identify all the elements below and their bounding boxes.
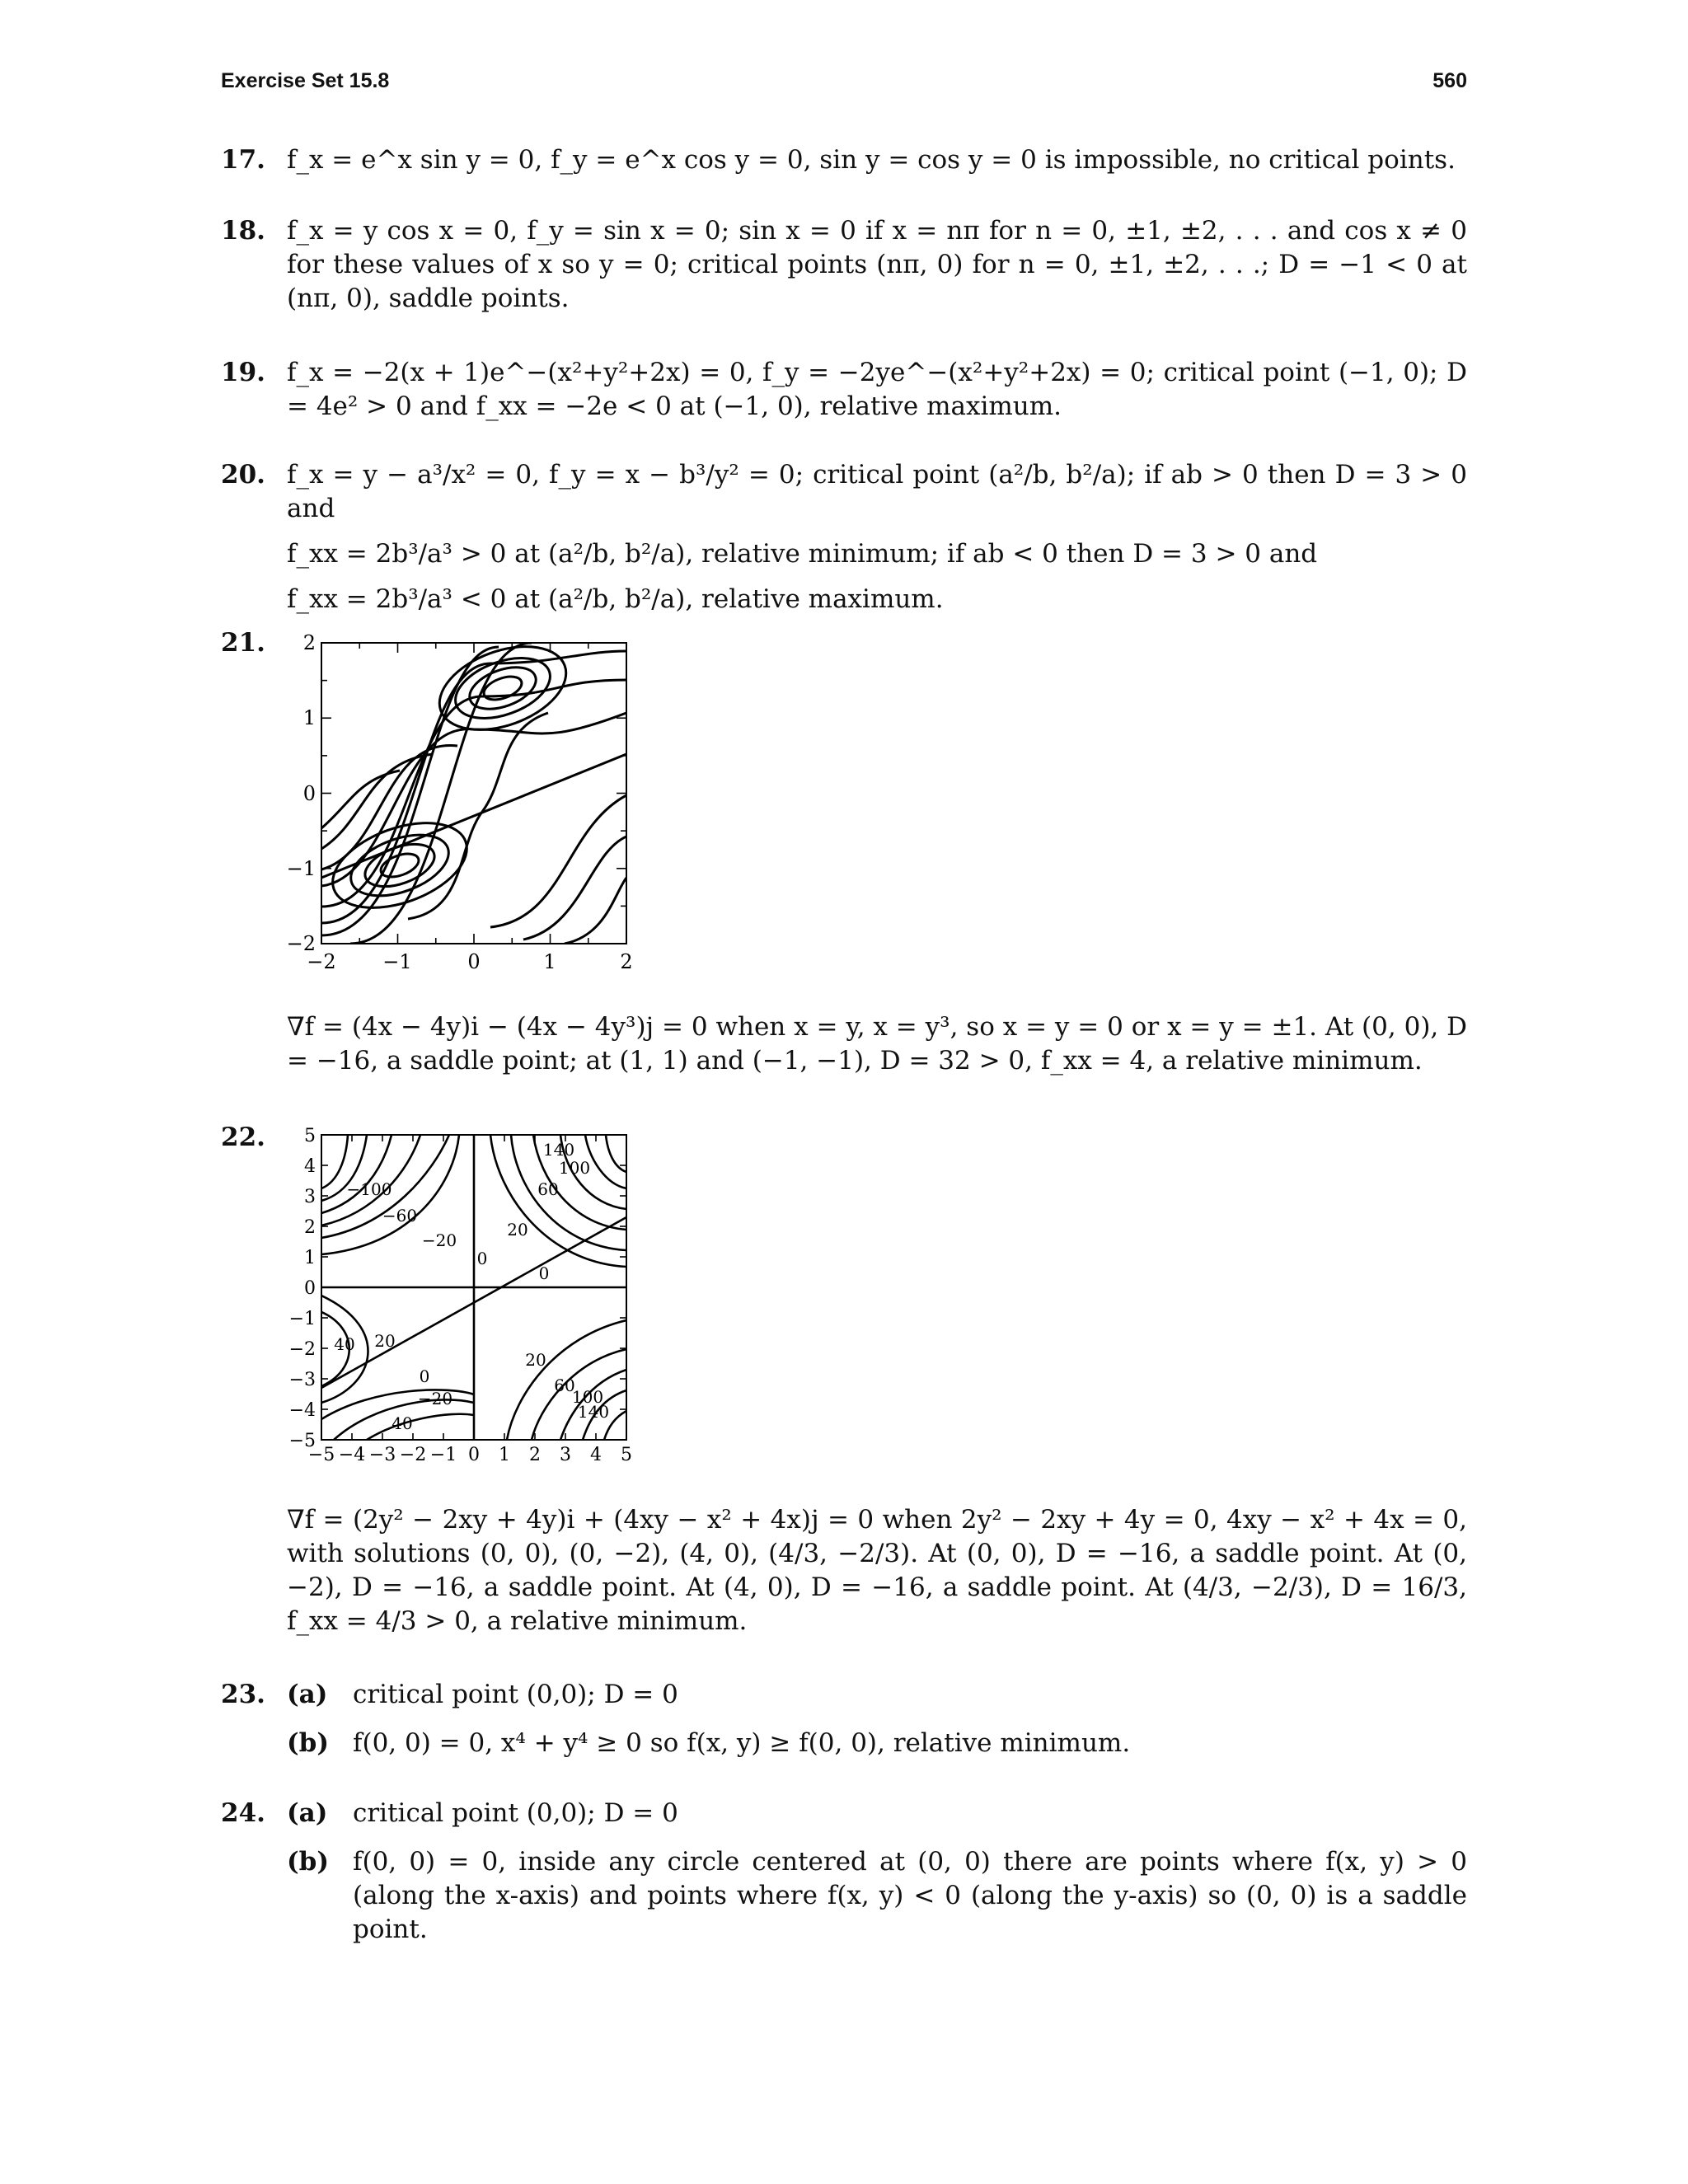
contour-line	[321, 1135, 392, 1213]
page-number: 560	[1432, 69, 1467, 92]
part-text: f(0, 0) = 0, x⁴ + y⁴ ≥ 0 so f(x, y) ≥ f(0, 0), relative minimum.	[353, 1728, 1131, 1758]
y-tick-label: 4	[304, 1156, 316, 1177]
x-tick-label: −1	[382, 950, 412, 973]
contour-label: 40	[392, 1413, 413, 1433]
x-tick-label: 5	[621, 1445, 632, 1465]
solution-text: f_x = −2(x + 1)e^−(x²+y²+2x) = 0, f_y = −2ye^−(x²+y²+2x) = 0; critical point (−1, 0); D = 4e² > 0 and f_xx = −2e < 0 at (−1, 0), relative maximum.	[287, 358, 1467, 421]
problem-23	[221, 1678, 1467, 1772]
y-tick-labels	[287, 631, 316, 955]
solution-text: f_x = e^x sin y = 0, f_y = e^x cos y = 0, sin y = cos y = 0 is impossible, no critical points.	[287, 145, 1456, 175]
x-tick-label: −1	[429, 1445, 457, 1465]
problem-number: 17.	[221, 145, 265, 175]
contour-loop	[481, 673, 524, 705]
problem-24	[221, 1797, 1467, 1958]
y-tick-label: 0	[304, 1278, 316, 1299]
y-tick-label: −1	[286, 857, 316, 880]
y-tick-label: −4	[288, 1400, 316, 1421]
contour-label: 140	[577, 1402, 610, 1422]
problem-18	[221, 214, 1467, 316]
problem-17	[221, 143, 1467, 177]
contour-label: 40	[334, 1334, 355, 1354]
x-tick-label: −4	[338, 1445, 366, 1465]
y-tick-label: 0	[302, 782, 316, 805]
y-tick-label: 2	[302, 631, 316, 654]
contour-line	[565, 878, 626, 944]
problem-number: 21.	[221, 628, 265, 658]
contour-label: 100	[571, 1387, 604, 1407]
y-tick-labels	[289, 1126, 316, 1451]
contour-label: −20	[421, 1230, 457, 1250]
problem-20	[221, 458, 1467, 628]
part-a	[287, 1678, 1467, 1712]
x-tick-labels	[308, 1445, 632, 1465]
problem-22-solution	[221, 1503, 1467, 1638]
part-text: f(0, 0) = 0, inside any circle centered at (0, 0) there are points where f(x, y) > 0 (along the x-axis) and points where f(x, y) < 0 (along the y-axis) so (0, 0) is a saddle point.	[353, 1847, 1467, 1944]
part-label: (b)	[287, 1728, 330, 1758]
contour-label: 0	[419, 1366, 430, 1386]
contour-plot-22-svg	[284, 1122, 647, 1477]
x-tick-label: 3	[560, 1445, 571, 1465]
y-tick-label: −5	[288, 1431, 316, 1451]
contour-plot-21	[284, 630, 647, 985]
contour-lines	[321, 630, 626, 944]
problem-number: 20.	[221, 460, 265, 490]
solution-line: f_xx = 2b³/a³ > 0 at (a²/b, b²/a), relative minimum; if ab < 0 then D = 3 > 0 and	[287, 539, 1318, 569]
y-tick-label: −3	[288, 1370, 316, 1390]
part-text: critical point (0,0); D = 0	[353, 1798, 678, 1828]
contour-label: 20	[525, 1350, 546, 1370]
x-tick-label: 4	[590, 1445, 602, 1465]
contour-line	[490, 795, 626, 927]
contour-label: 0	[476, 1249, 488, 1268]
x-tick-label: −3	[368, 1445, 396, 1465]
x-tick-label: 0	[468, 1445, 480, 1465]
problem-19	[221, 356, 1467, 424]
contour-label: −100	[346, 1179, 392, 1199]
contour-label: 60	[537, 1179, 559, 1199]
x-tick-label: 0	[467, 950, 481, 973]
x-tick-label: −2	[307, 950, 336, 973]
problem-number: 19.	[221, 358, 265, 387]
contour-plot-22	[284, 1122, 647, 1477]
solution-text: ∇f = (4x − 4y)i − (4x − 4y³)j = 0 when x = y, x = y³, so x = y = 0 or x = y = ±1. At (0, 0), D = −16, a saddle point; at (1, 1) and (−1, −1), D = 32 > 0, f_xx = 4, a relative minimum.	[287, 1012, 1467, 1076]
part-b	[287, 1845, 1467, 1947]
section-title: Exercise Set 15.8	[221, 69, 390, 92]
contour-plot-21-svg	[284, 630, 647, 985]
x-tick-label: 2	[529, 1445, 541, 1465]
x-tick-label: 1	[499, 1445, 510, 1465]
y-tick-label: −2	[286, 932, 316, 955]
solution-line: f_xx = 2b³/a³ < 0 at (a²/b, b²/a), relative maximum.	[287, 584, 944, 614]
solution-line: f_x = y − a³/x² = 0, f_y = x − b³/y² = 0; critical point (a²/b, b²/a); if ab > 0 then D = 3 > 0 and	[287, 460, 1467, 523]
contour-label: 20	[507, 1220, 528, 1240]
contour-line	[585, 1135, 626, 1188]
y-tick-label: 5	[304, 1126, 316, 1146]
x-tick-label: −2	[399, 1445, 427, 1465]
part-label: (b)	[287, 1847, 330, 1877]
contour-label: 0	[538, 1263, 550, 1283]
contour-label: 140	[542, 1140, 575, 1160]
y-tick-label: −1	[288, 1309, 316, 1329]
contour-label: −60	[382, 1206, 418, 1226]
y-tick-label: 1	[302, 706, 316, 729]
contour-label: 100	[558, 1158, 591, 1178]
problem-21-solution	[221, 1010, 1467, 1078]
problem-number: 22.	[221, 1122, 265, 1152]
problem-number: 23.	[221, 1680, 265, 1709]
contour-label: −20	[417, 1389, 453, 1408]
part-text: critical point (0,0); D = 0	[353, 1680, 678, 1709]
contour-line	[321, 1135, 348, 1188]
y-tick-label: 3	[304, 1187, 316, 1207]
x-tick-label: 2	[620, 950, 633, 973]
solution-text: f_x = y cos x = 0, f_y = sin x = 0; sin x = 0 if x = nπ for n = 0, ±1, ±2, . . . and cos x ≠ 0 for these values of x so y = 0; critical points (nπ, 0) for n = 0, ±1, ±2, . . .; D = −1 < 0 at (nπ, 0), saddle points.	[287, 216, 1467, 313]
y-tick-label: 1	[304, 1248, 316, 1268]
x-tick-labels	[307, 950, 632, 973]
part-b	[287, 1727, 1467, 1760]
y-tick-label: 2	[304, 1217, 316, 1238]
problem-number: 24.	[221, 1798, 265, 1828]
problem-number: 18.	[221, 216, 265, 246]
contour-line	[606, 1135, 626, 1172]
x-tick-label: −5	[307, 1445, 335, 1465]
contour-line	[321, 754, 626, 878]
y-tick-label: −2	[288, 1339, 316, 1360]
part-label: (a)	[287, 1798, 328, 1828]
x-tick-label: 1	[543, 950, 556, 973]
contour-label: 60	[554, 1376, 575, 1395]
solution-text: ∇f = (2y² − 2xy + 4y)i + (4xy − x² + 4x)j = 0 when 2y² − 2xy + 4y = 0, 4xy − x² + 4x = 0, with solutions (0, 0), (0, −2), (4, 0), (4/3, −2/3). At (0, 0), D = −16, a saddle point. At (0, −2), D = −16, a saddle point. At (4, 0), D = −16, a saddle point. At (4/3, −2/3), D = 16/3, f_xx = 4/3 > 0, a relative minimum.	[287, 1505, 1467, 1636]
contour-label: 20	[374, 1331, 396, 1351]
part-label: (a)	[287, 1680, 328, 1709]
contour-line	[321, 680, 626, 907]
part-a	[287, 1797, 1467, 1830]
page-header	[221, 69, 1467, 102]
